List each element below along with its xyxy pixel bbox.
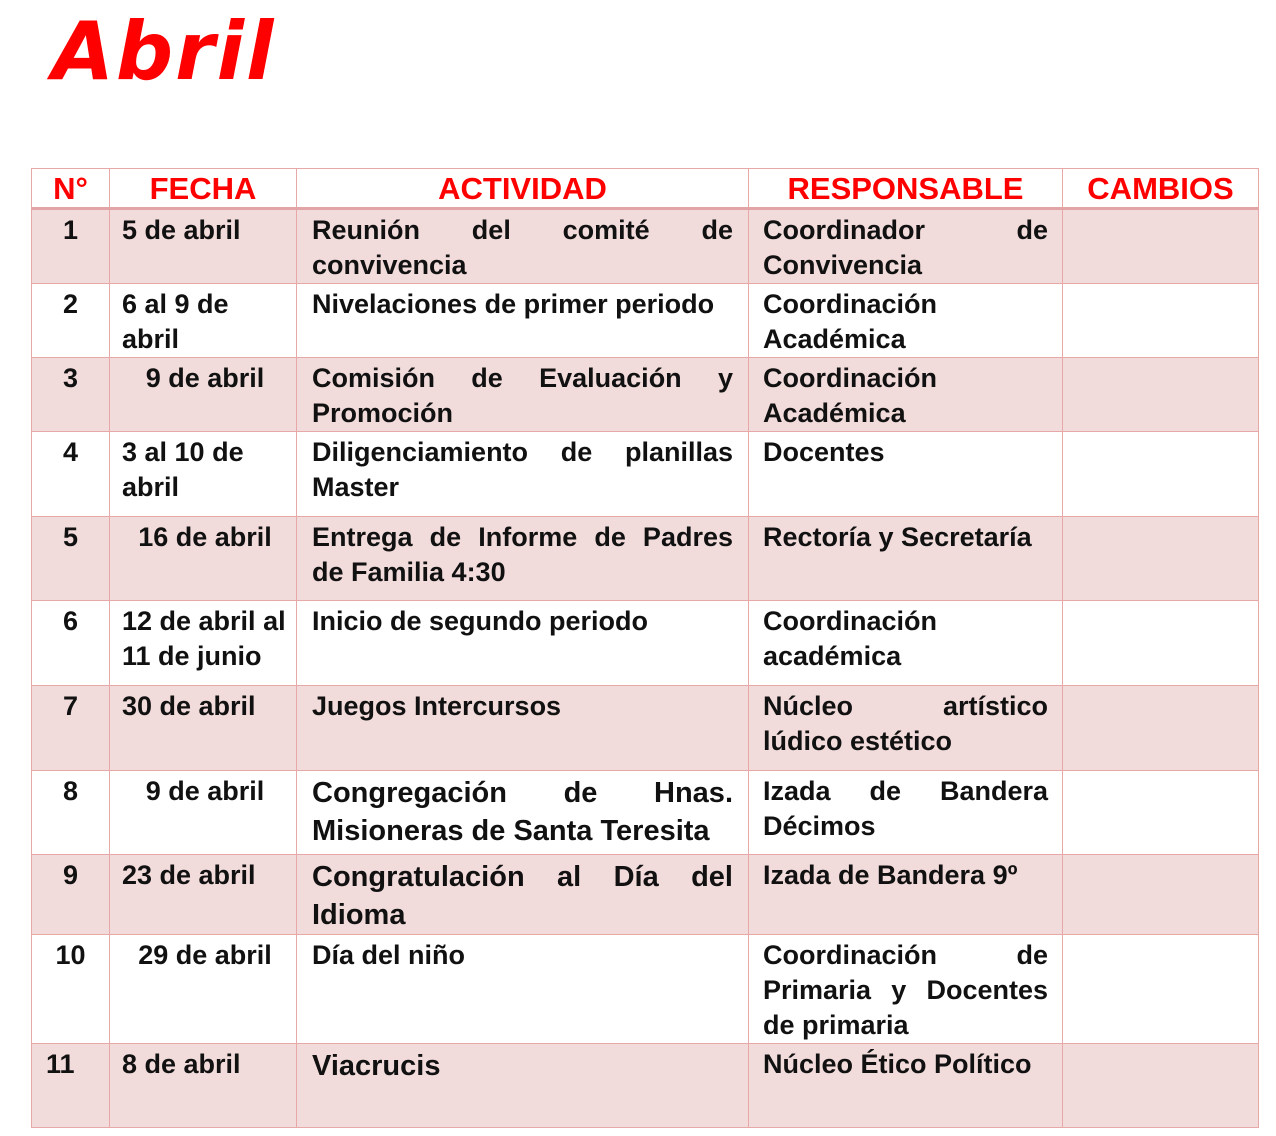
row-number: 8 <box>32 771 110 855</box>
table-row <box>32 686 1259 771</box>
row-date: 3 al 10 de abril <box>110 432 297 517</box>
table-row <box>32 1044 1259 1128</box>
table-row <box>32 517 1259 601</box>
row-activity: Viacrucis <box>297 1044 749 1128</box>
header-changes: CAMBIOS <box>1063 169 1259 209</box>
row-number: 4 <box>32 432 110 517</box>
table-row <box>32 358 1259 432</box>
row-responsible: Coordinación Académica <box>749 284 1063 358</box>
row-responsible: Izada de Bandera 9º <box>749 855 1063 935</box>
row-responsible: Coordinador de Convivencia <box>749 209 1063 284</box>
row-date: 29 de abril <box>110 935 297 1044</box>
row-changes[interactable] <box>1063 935 1259 1044</box>
row-changes[interactable] <box>1063 686 1259 771</box>
row-number: 9 <box>32 855 110 935</box>
row-changes[interactable] <box>1063 209 1259 284</box>
row-responsible: Coordinación de Primaria y Docentes de primaria <box>749 935 1063 1044</box>
table-row <box>32 771 1259 855</box>
table-row <box>32 935 1259 1044</box>
row-responsible: Rectoría y Secretaría <box>749 517 1063 601</box>
row-date: 23 de abril <box>110 855 297 935</box>
table-row <box>32 855 1259 935</box>
row-number: 6 <box>32 601 110 686</box>
table-row <box>32 209 1259 284</box>
table-row <box>32 601 1259 686</box>
row-activity: Nivelaciones de primer periodo <box>297 284 749 358</box>
header-number: N° <box>32 169 110 209</box>
row-date: 5 de abril <box>110 209 297 284</box>
row-changes[interactable] <box>1063 855 1259 935</box>
row-date: 8 de abril <box>110 1044 297 1128</box>
row-date: 9 de abril <box>110 771 297 855</box>
row-number: 2 <box>32 284 110 358</box>
row-changes[interactable] <box>1063 517 1259 601</box>
row-number: 7 <box>32 686 110 771</box>
row-number: 3 <box>32 358 110 432</box>
row-changes[interactable] <box>1063 601 1259 686</box>
header-responsible: RESPONSABLE <box>749 169 1063 209</box>
row-responsible: Coordinación Académica <box>749 358 1063 432</box>
row-number: 10 <box>32 935 110 1044</box>
activities-table <box>31 168 1259 1128</box>
row-changes[interactable] <box>1063 432 1259 517</box>
row-responsible: Izada de Bandera Décimos <box>749 771 1063 855</box>
row-changes[interactable] <box>1063 771 1259 855</box>
row-responsible: Núcleo artístico lúdico estético <box>749 686 1063 771</box>
row-changes[interactable] <box>1063 1044 1259 1128</box>
row-activity: Congregación de Hnas. Misioneras de Santa Teresita <box>297 771 749 855</box>
row-date: 12 de abril al 11 de junio <box>110 601 297 686</box>
row-number: 11 <box>32 1044 110 1128</box>
row-changes[interactable] <box>1063 358 1259 432</box>
page-title: Abril <box>52 5 276 98</box>
row-number: 1 <box>32 209 110 284</box>
row-changes[interactable] <box>1063 284 1259 358</box>
header-date: FECHA <box>110 169 297 209</box>
table-header-row <box>32 169 1259 209</box>
row-activity: Diligenciamiento de planillas Master <box>297 432 749 517</box>
row-responsible: Docentes <box>749 432 1063 517</box>
row-activity: Congratulación al Día del Idioma <box>297 855 749 935</box>
table-row <box>32 432 1259 517</box>
row-number: 5 <box>32 517 110 601</box>
header-activity: ACTIVIDAD <box>297 169 749 209</box>
row-date: 16 de abril <box>110 517 297 601</box>
row-activity: Juegos Intercursos <box>297 686 749 771</box>
row-activity: Entrega de Informe de Padres de Familia 4:30 <box>297 517 749 601</box>
row-responsible: Coordinación académica <box>749 601 1063 686</box>
row-responsible: Núcleo Ético Político <box>749 1044 1063 1128</box>
row-activity: Comisión de Evaluación y Promoción <box>297 358 749 432</box>
row-activity: Día del niño <box>297 935 749 1044</box>
row-date: 30 de abril <box>110 686 297 771</box>
row-activity: Reunión del comité de convivencia <box>297 209 749 284</box>
row-activity: Inicio de segundo periodo <box>297 601 749 686</box>
table-row <box>32 284 1259 358</box>
row-date: 9 de abril <box>110 358 297 432</box>
row-date: 6 al 9 de abril <box>110 284 297 358</box>
